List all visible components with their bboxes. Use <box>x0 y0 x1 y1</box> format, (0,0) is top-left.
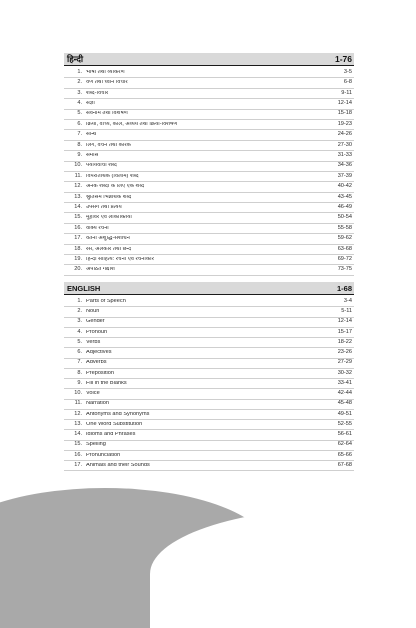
chapter-pages: 62-64 <box>337 441 352 448</box>
toc-row <box>64 141 354 151</box>
toc-row <box>64 461 354 471</box>
toc-row <box>64 182 354 192</box>
chapter-pages: 33-41 <box>337 379 352 386</box>
chapter-number: 2. <box>77 308 82 315</box>
chapter-pages: 45-48 <box>337 400 352 407</box>
chapter-pages: 30-32 <box>337 369 352 376</box>
toc-row <box>64 78 354 88</box>
chapter-number: 3. <box>77 89 82 96</box>
toc-row <box>64 213 354 223</box>
chapter-pages: 9-11 <box>341 89 352 96</box>
english-section-title: ENGLISH <box>67 283 101 293</box>
chapter-title: Antonyms and Synonyms <box>86 411 150 417</box>
chapter-pages: 56-61 <box>337 431 352 438</box>
chapter-pages: 15-18 <box>337 110 352 117</box>
chapter-title: पर्यायवाची शब्द <box>86 163 117 169</box>
chapter-number: 20. <box>74 266 82 273</box>
chapter-title: अनेक शब्दों के लिए एक शब्द <box>86 184 145 190</box>
chapter-number: 9. <box>77 379 82 386</box>
toc-row <box>64 451 354 461</box>
toc-row <box>64 359 354 369</box>
english-section <box>64 282 354 471</box>
chapter-pages: 63-68 <box>337 245 352 252</box>
chapter-title: अपठित गद्यांश <box>86 267 115 273</box>
chapter-title: संज्ञा <box>86 101 95 107</box>
chapter-number: 4. <box>77 100 82 107</box>
toc-row <box>64 224 354 234</box>
chapter-title: Voice <box>86 391 100 397</box>
toc-row <box>64 410 354 420</box>
toc-row <box>64 203 354 213</box>
chapter-pages: 3-5 <box>343 68 352 75</box>
chapter-title: श्रुतिसम भिन्नार्थक शब्द <box>86 194 132 200</box>
english-section-pages: 1-68 <box>336 283 352 293</box>
chapter-title: Pronunciation <box>86 452 121 458</box>
chapter-pages: 19-23 <box>337 120 352 127</box>
chapter-title: One Word Substitution <box>86 421 143 427</box>
chapter-number: 4. <box>77 328 82 335</box>
chapter-pages: 6-8 <box>343 79 352 86</box>
chapter-title: सन्धि <box>86 132 97 138</box>
chapter-pages: 5-11 <box>341 308 352 315</box>
chapter-title: समास <box>86 153 99 159</box>
chapter-number: 16. <box>74 224 82 231</box>
chapter-pages: 67-68 <box>337 461 352 468</box>
chapter-title: उपसर्ग तथा प्रत्यय <box>86 204 122 210</box>
toc-row <box>64 400 354 410</box>
toc-row <box>64 255 354 265</box>
toc-row <box>64 245 354 255</box>
chapter-title: Idioms and Phrases <box>86 432 136 438</box>
hindi-section-title: हिन्दी <box>67 53 84 64</box>
chapter-number: 13. <box>74 420 82 427</box>
english-section-header <box>64 282 354 294</box>
toc-row <box>64 430 354 440</box>
chapter-number: 12. <box>74 183 82 190</box>
chapter-number: 9. <box>77 152 82 159</box>
chapter-number: 15. <box>74 214 82 221</box>
chapter-number: 17. <box>74 235 82 242</box>
chapter-number: 3. <box>77 318 82 325</box>
chapter-number: 1. <box>77 68 82 75</box>
chapter-number: 5. <box>77 110 82 117</box>
chapter-number: 15. <box>74 441 82 448</box>
chapter-title: विपरीतार्थक (विलोम) शब्द <box>86 173 139 179</box>
chapter-pages: 69-72 <box>337 255 352 262</box>
chapter-pages: 65-66 <box>337 451 352 458</box>
toc-row <box>64 441 354 451</box>
chapter-pages: 18-22 <box>337 338 352 345</box>
toc-row <box>64 379 354 389</box>
chapter-title: शब्द-विचार <box>86 90 109 96</box>
toc-row <box>64 389 354 399</box>
chapter-title: Preposition <box>86 370 114 376</box>
chapter-pages: 55-58 <box>337 224 352 231</box>
chapter-title: Animals and their Sounds <box>86 462 150 468</box>
chapter-number: 5. <box>77 338 82 345</box>
toc-row <box>64 130 354 140</box>
chapter-number: 8. <box>77 369 82 376</box>
toc-row <box>64 420 354 430</box>
chapter-number: 12. <box>74 410 82 417</box>
chapter-title: सर्वनाम तथा विशेषण <box>86 111 128 117</box>
english-header-rule <box>64 294 354 295</box>
chapter-number: 10. <box>74 390 82 397</box>
chapter-number: 1. <box>77 297 82 304</box>
toc-row <box>64 172 354 182</box>
hindi-section-header <box>64 53 354 65</box>
chapter-number: 6. <box>77 120 82 127</box>
chapter-pages: 15-17 <box>337 328 352 335</box>
chapter-title: Narration <box>86 401 110 407</box>
chapter-title: भाषा तथा व्याकरण <box>86 69 125 75</box>
chapter-number: 16. <box>74 451 82 458</box>
toc-row <box>64 348 354 358</box>
toc-row <box>64 318 354 328</box>
chapter-number: 13. <box>74 193 82 200</box>
chapter-number: 6. <box>77 349 82 356</box>
chapter-pages: 23-26 <box>337 349 352 356</box>
hindi-section <box>64 53 354 276</box>
chapter-number: 17. <box>74 461 82 468</box>
toc-row <box>64 338 354 348</box>
chapter-title: वर्ण तथा ध्वनि विचार <box>86 80 128 86</box>
chapter-number: 14. <box>74 431 82 438</box>
chapter-title: मुहावरे एवं लोकोक्तियाँ <box>86 215 132 221</box>
chapter-title: Verbs <box>86 339 101 345</box>
toc-row <box>64 234 354 244</box>
chapter-number: 11. <box>74 400 82 407</box>
chapter-pages: 12-14 <box>337 100 352 107</box>
toc-row <box>64 297 354 307</box>
chapter-number: 14. <box>74 203 82 210</box>
toc-row <box>64 68 354 78</box>
chapter-pages: 59-62 <box>337 235 352 242</box>
english-chapter-list <box>64 297 354 471</box>
chapter-pages: 46-49 <box>337 203 352 210</box>
chapter-title: Fill in the Blanks <box>86 380 127 386</box>
chapter-number: 8. <box>77 141 82 148</box>
chapter-pages: 52-55 <box>337 420 352 427</box>
chapter-title: Pronoun <box>86 329 108 335</box>
toc-row <box>64 369 354 379</box>
chapter-pages: 34-36 <box>337 162 352 169</box>
toc-row <box>64 99 354 109</box>
chapter-pages: 49-51 <box>337 410 352 417</box>
toc-row <box>64 307 354 317</box>
chapter-title: लिंग, वचन तथा कारक <box>86 142 131 148</box>
chapter-pages: 40-42 <box>337 183 352 190</box>
chapter-number: 11. <box>74 172 82 179</box>
chapter-number: 10. <box>74 162 82 169</box>
chapter-title: हिन्दी साहित्य: रचना एवं रचनाकार <box>86 256 154 262</box>
chapter-title: Noun <box>86 309 100 315</box>
chapter-pages: 31-33 <box>337 152 352 159</box>
toc-row <box>64 162 354 172</box>
chapter-title: Adverbs <box>86 360 107 366</box>
toc-row <box>64 110 354 120</box>
hindi-section-pages: 1-76 <box>334 54 352 64</box>
chapter-number: 18. <box>74 245 82 252</box>
chapter-pages: 12-14 <box>337 318 352 325</box>
chapter-pages: 24-26 <box>337 131 352 138</box>
chapter-pages: 27-30 <box>337 141 352 148</box>
chapter-pages: 42-44 <box>337 390 352 397</box>
chapter-title: क्रिया, वाच्य, काल, अव्यय तथा क्रिया-विशेषण <box>86 121 178 127</box>
chapter-pages: 3-4 <box>343 297 352 304</box>
toc-row <box>64 120 354 130</box>
toc-row <box>64 89 354 99</box>
chapter-pages: 50-54 <box>337 214 352 221</box>
chapter-number: 19. <box>74 255 82 262</box>
chapter-pages: 27-29 <box>337 359 352 366</box>
toc-row <box>64 328 354 338</box>
hindi-header-rule <box>64 65 354 66</box>
toc-row <box>64 151 354 161</box>
toc-row <box>64 265 354 275</box>
chapter-title: Adjectives <box>86 350 112 356</box>
toc-row <box>64 193 354 203</box>
chapter-title: Spelling <box>86 442 106 448</box>
chapter-pages: 43-45 <box>337 193 352 200</box>
chapter-number: 2. <box>77 79 82 86</box>
chapter-number: 7. <box>77 131 82 138</box>
chapter-pages: 37-39 <box>337 172 352 179</box>
hindi-chapter-list <box>64 68 354 276</box>
chapter-title: वर्तनी अशुद्धि-संशोधन <box>86 236 130 242</box>
chapter-pages: 73-75 <box>337 266 352 273</box>
chapter-title: Gender <box>86 319 105 325</box>
chapter-title: वाक्य रचना <box>86 225 109 231</box>
chapter-title: Parts of Speech <box>86 298 126 304</box>
chapter-title: रस, अलंकार तथा छन्द <box>86 246 132 252</box>
chapter-number: 7. <box>77 359 82 366</box>
